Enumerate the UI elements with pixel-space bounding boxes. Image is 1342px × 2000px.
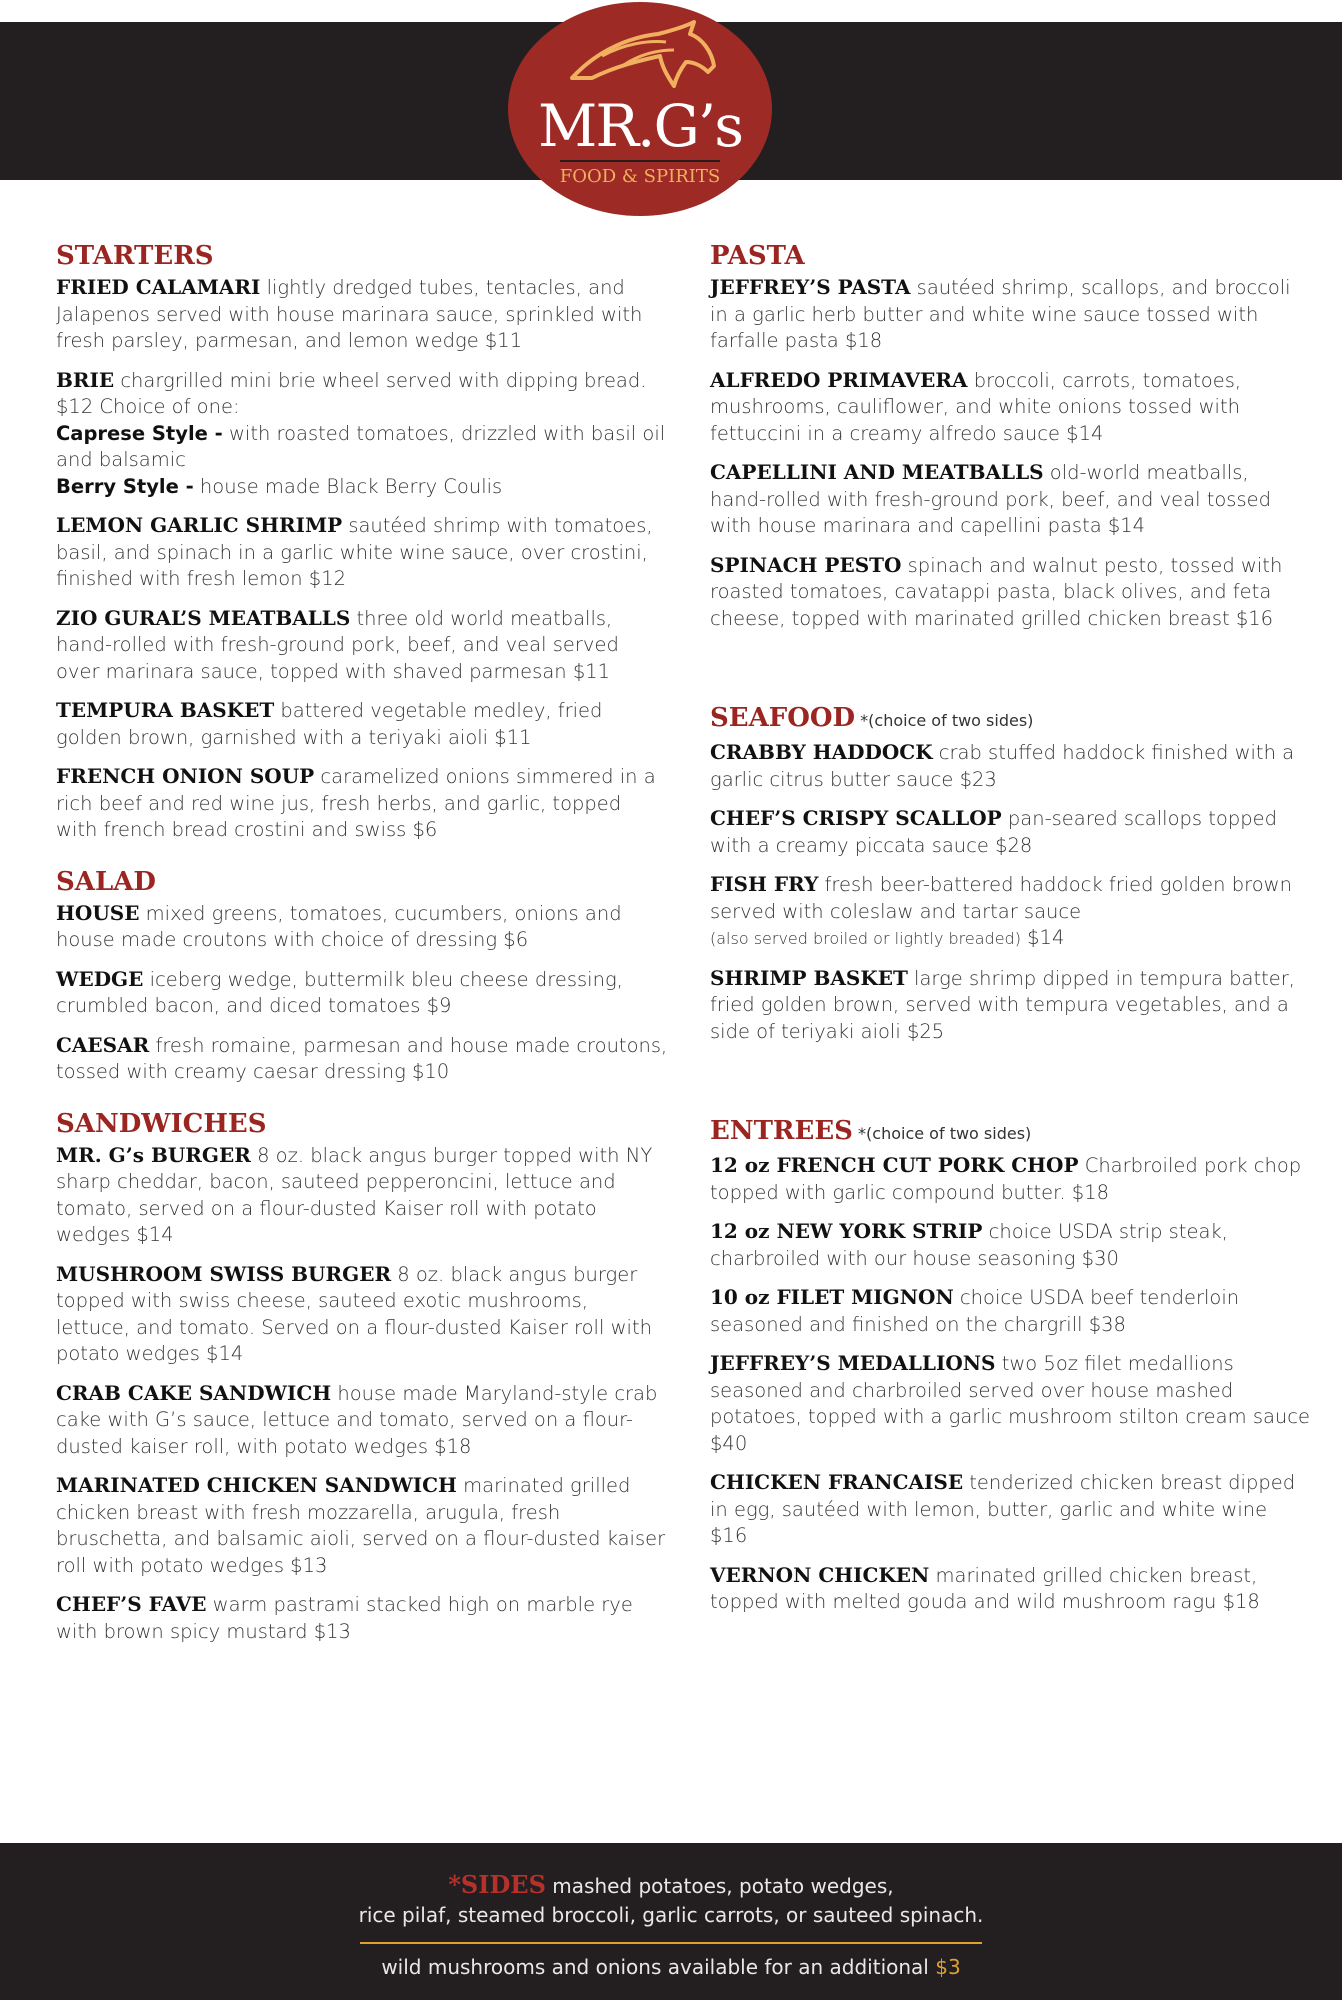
option-description: house made Black Berry Coulis	[193, 474, 503, 498]
starters-heading: STARTERS	[56, 241, 214, 271]
item-name: JEFFREY’S PASTA	[710, 275, 911, 299]
horse-head-icon	[562, 16, 722, 96]
item-name: FRENCH ONION SOUP	[56, 764, 315, 788]
option-name: Caprese Style -	[56, 421, 223, 445]
menu-item	[56, 697, 668, 751]
item-description: broccoli, carrots, tomatoes, mushrooms, cauliflower, and white onions tossed with fettuccini in a creamy alfredo sauce $14	[710, 368, 1242, 445]
seafood-section	[710, 702, 1310, 1045]
menu-item	[56, 1472, 668, 1579]
item-description: tenderized chicken breast dipped in egg, sautéed with lemon, butter, garlic and white wine $16	[710, 1471, 1296, 1547]
item-description: choice USDA beef tenderloin seasoned and finished on the chargrill $38	[710, 1286, 1240, 1336]
logo-badge	[508, 2, 772, 216]
item-name: FRIED CALAMARI	[56, 275, 261, 299]
item-description: three old world meatballs, hand-rolled with fresh-ground pork, beef, and veal served over marinara sauce, topped with shaved parmesan $11	[56, 606, 619, 683]
item-name: LEMON GARLIC SHRIMP	[56, 513, 343, 537]
entrees-note: *(choice of two sides)	[852, 1124, 1032, 1143]
fish-fry-price-line	[710, 925, 1310, 953]
item-description: sautéed shrimp with tomatoes, basil, and spinach in a garlic white wine sauce, over crostini, finished with fresh lemon $12	[56, 514, 653, 590]
item-description: large shrimp dipped in tempura batter, fried golden brown, served with tempura vegetables, and a side of teriyaki aioli $25	[710, 966, 1295, 1043]
menu-item	[710, 274, 1310, 355]
item-name: TEMPURA BASKET	[56, 698, 275, 722]
item-name: BRIE	[56, 367, 115, 392]
item-description: two 5oz filet medallions seasoned and charbroiled served over house mashed potatoes, topped with a garlic mushroom stilton cream sauce $40	[710, 1352, 1311, 1455]
menu-item	[56, 1380, 668, 1461]
item-name: ALFREDO PRIMAVERA	[710, 367, 968, 392]
menu-item	[710, 1152, 1310, 1206]
item-name: FISH FRY	[710, 872, 819, 896]
sides-heading: *SIDES	[448, 1870, 546, 1899]
item-description: 8 oz. black angus burger topped with NY sharp cheddar, bacon, sauteed pepperoncini, lettuce and tomato, served on a flour-dusted Kaiser roll with potato wedges $14	[56, 1143, 653, 1246]
brie-option	[56, 474, 668, 501]
menu-item	[710, 805, 1310, 859]
item-description: crab stuffed haddock finished with a garlic citrus butter sauce $23	[710, 741, 1295, 791]
menu-item	[710, 1469, 1310, 1550]
item-name: ZIO GURAL’S MEATBALLS	[56, 605, 351, 630]
item-name: CHEF’S FAVE	[56, 1592, 207, 1616]
seafood-heading	[710, 702, 1310, 737]
sandwiches-section	[56, 1108, 668, 1646]
entrees-section	[710, 1115, 1310, 1616]
entrees-title: ENTREES	[710, 1116, 853, 1146]
item-description: old-world meatballs, hand-rolled with fresh-ground pork, beef, and veal tossed with house marinara and capellini pasta $14	[710, 461, 1272, 537]
item-name: SPINACH PESTO	[710, 552, 902, 577]
sides-list-2: rice pilaf, steamed broccoli, garlic carrots, or sauteed spinach.	[358, 1903, 984, 1927]
menu-item	[56, 900, 668, 954]
menu-item	[710, 367, 1310, 448]
menu-item	[710, 552, 1310, 633]
menu-item	[710, 965, 1310, 1046]
item-name: SHRIMP BASKET	[710, 965, 908, 990]
footer-divider	[360, 1942, 982, 1944]
item-name: VERNON CHICKEN	[710, 1562, 930, 1587]
item-description: sautéed shrimp, scallops, and broccoli in a garlic herb butter and white wine sauce tossed with farfalle pasta $18	[710, 276, 1291, 352]
sandwiches-heading: SANDWICHES	[56, 1108, 267, 1139]
sides-extra-text: wild mushrooms and onions available for an additional	[381, 1955, 936, 1979]
item-description: warm pastrami stacked high on marble rye with brown spicy mustard $13	[56, 1593, 633, 1643]
item-description: chargrilled mini brie wheel served with dipping bread. $12 Choice of one:	[56, 368, 647, 418]
logo-name: MR.G’s	[537, 92, 743, 160]
option-description: with roasted tomatoes, drizzled with basil oil and balsamic	[56, 421, 666, 471]
menu-item	[710, 459, 1310, 540]
sides-extra-price: $3	[935, 1955, 961, 1979]
item-description: choice USDA strip steak, charbroiled with our house seasoning $30	[710, 1220, 1228, 1270]
item-description: battered vegetable medley, fried golden brown, garnished with a teriyaki aioli $11	[56, 699, 603, 749]
sides-list-1: mashed potatoes, potato wedges,	[545, 1874, 894, 1898]
item-description: fresh beer-battered haddock fried golden brown served with coleslaw and tartar sauce	[710, 873, 1292, 923]
menu-item	[56, 274, 668, 355]
brie-option	[56, 421, 668, 474]
item-name: WEDGE	[56, 966, 144, 991]
item-description: mixed greens, tomatoes, cucumbers, onions and house made croutons with choice of dressing $6	[56, 901, 622, 951]
menu-item	[56, 1032, 668, 1086]
item-name: CAESAR	[56, 1032, 150, 1057]
item-name: 10 oz FILET MIGNON	[710, 1285, 954, 1309]
menu-item	[710, 1284, 1310, 1338]
item-description: caramelized onions simmered in a rich beef and red wine jus, fresh herbs, and garlic, topped with french bread crostini and swiss $6	[56, 765, 656, 841]
item-description: house made Maryland-style crab cake with G’s sauce, lettuce and tomato, served on a flour-dusted kaiser roll, with potato wedges $18	[56, 1381, 658, 1458]
item-description: fresh romaine, parmesan and house made croutons, tossed with creamy caesar dressing $10	[56, 1033, 668, 1083]
item-name: CAPELLINI AND MEATBALLS	[710, 460, 1044, 484]
item-description: marinated grilled chicken breast, topped with melted gouda and wild mushroom ragu $18	[710, 1563, 1260, 1613]
pasta-section	[710, 240, 1310, 632]
seafood-title: SEAFOOD	[710, 703, 856, 733]
entrees-heading	[710, 1115, 1310, 1150]
item-name: CRAB CAKE SANDWICH	[56, 1380, 332, 1405]
menu-item	[710, 871, 1310, 953]
pasta-heading: PASTA	[710, 241, 805, 271]
menu-item	[710, 1218, 1310, 1272]
sides-line-1	[0, 1871, 1342, 1900]
menu-item	[56, 1261, 668, 1368]
item-name: 12 oz NEW YORK STRIP	[710, 1219, 983, 1243]
item-description: marinated grilled chicken breast with fresh mozzarella, arugula, fresh bruschetta, and balsamic aioli, served on a flour-dusted kaiser roll with potato wedges $13	[56, 1474, 666, 1577]
item-name: MR. G’s BURGER	[56, 1142, 251, 1167]
item-description: Charbroiled pork chop topped with garlic compound butter. $18	[710, 1154, 1302, 1204]
menu-item	[56, 763, 668, 844]
salad-heading: SALAD	[56, 866, 156, 897]
item-name: MARINATED CHICKEN SANDWICH	[56, 1473, 457, 1497]
item-name: 12 oz FRENCH CUT PORK CHOP	[710, 1153, 1079, 1177]
item-name: MUSHROOM SWISS BURGER	[56, 1261, 392, 1286]
item-name: HOUSE	[56, 900, 140, 925]
sides-extra	[0, 1953, 1342, 1981]
menu-item	[56, 1142, 668, 1249]
right-column	[710, 240, 1310, 1638]
seafood-note: *(choice of two sides)	[855, 711, 1034, 730]
item-name: JEFFREY’S MEDALLIONS	[710, 1351, 996, 1375]
menu-item	[710, 1350, 1310, 1457]
item-name: CRABBY HADDOCK	[710, 740, 933, 764]
item-description: iceberg wedge, buttermilk bleu cheese dressing, crumbled bacon, and diced tomatoes $9	[56, 967, 623, 1017]
menu-item	[56, 512, 668, 593]
item-note: (also served broiled or lightly breaded)	[710, 929, 1021, 948]
menu-item	[710, 739, 1310, 793]
item-price: $14	[1020, 926, 1065, 949]
item-description: lightly dredged tubes, tentacles, and Jalapenos served with house marinara sauce, sprinkled with fresh parsley, parmesan, and lemon wedge $11	[56, 276, 643, 352]
item-description: 8 oz. black angus burger topped with swiss cheese, sauteed exotic mushrooms, lettuce, and tomato. Served on a flour-dusted Kaiser roll with potato wedges $14	[56, 1262, 652, 1365]
sides-footer	[0, 1843, 1342, 2000]
menu-item	[710, 1562, 1310, 1616]
menu-item	[56, 966, 668, 1020]
option-name: Berry Style -	[56, 474, 194, 498]
left-column	[56, 240, 668, 1667]
item-description: pan-seared scallops topped with a creamy piccata sauce $28	[710, 807, 1277, 857]
starters-section	[56, 240, 668, 844]
menu-item	[56, 605, 668, 686]
item-description: spinach and walnut pesto, tossed with roasted tomatoes, cavatappi pasta, black olives, and feta cheese, topped with marinated grilled chicken breast $16	[710, 553, 1283, 630]
menu-item	[56, 367, 668, 501]
logo-tagline: FOOD & SPIRITS	[559, 166, 721, 187]
salad-section	[56, 866, 668, 1086]
item-name: CHEF’S CRISPY SCALLOP	[710, 806, 1002, 830]
logo-divider	[560, 160, 720, 162]
menu-item	[56, 1591, 668, 1645]
item-name: CHICKEN FRANCAISE	[710, 1470, 964, 1494]
